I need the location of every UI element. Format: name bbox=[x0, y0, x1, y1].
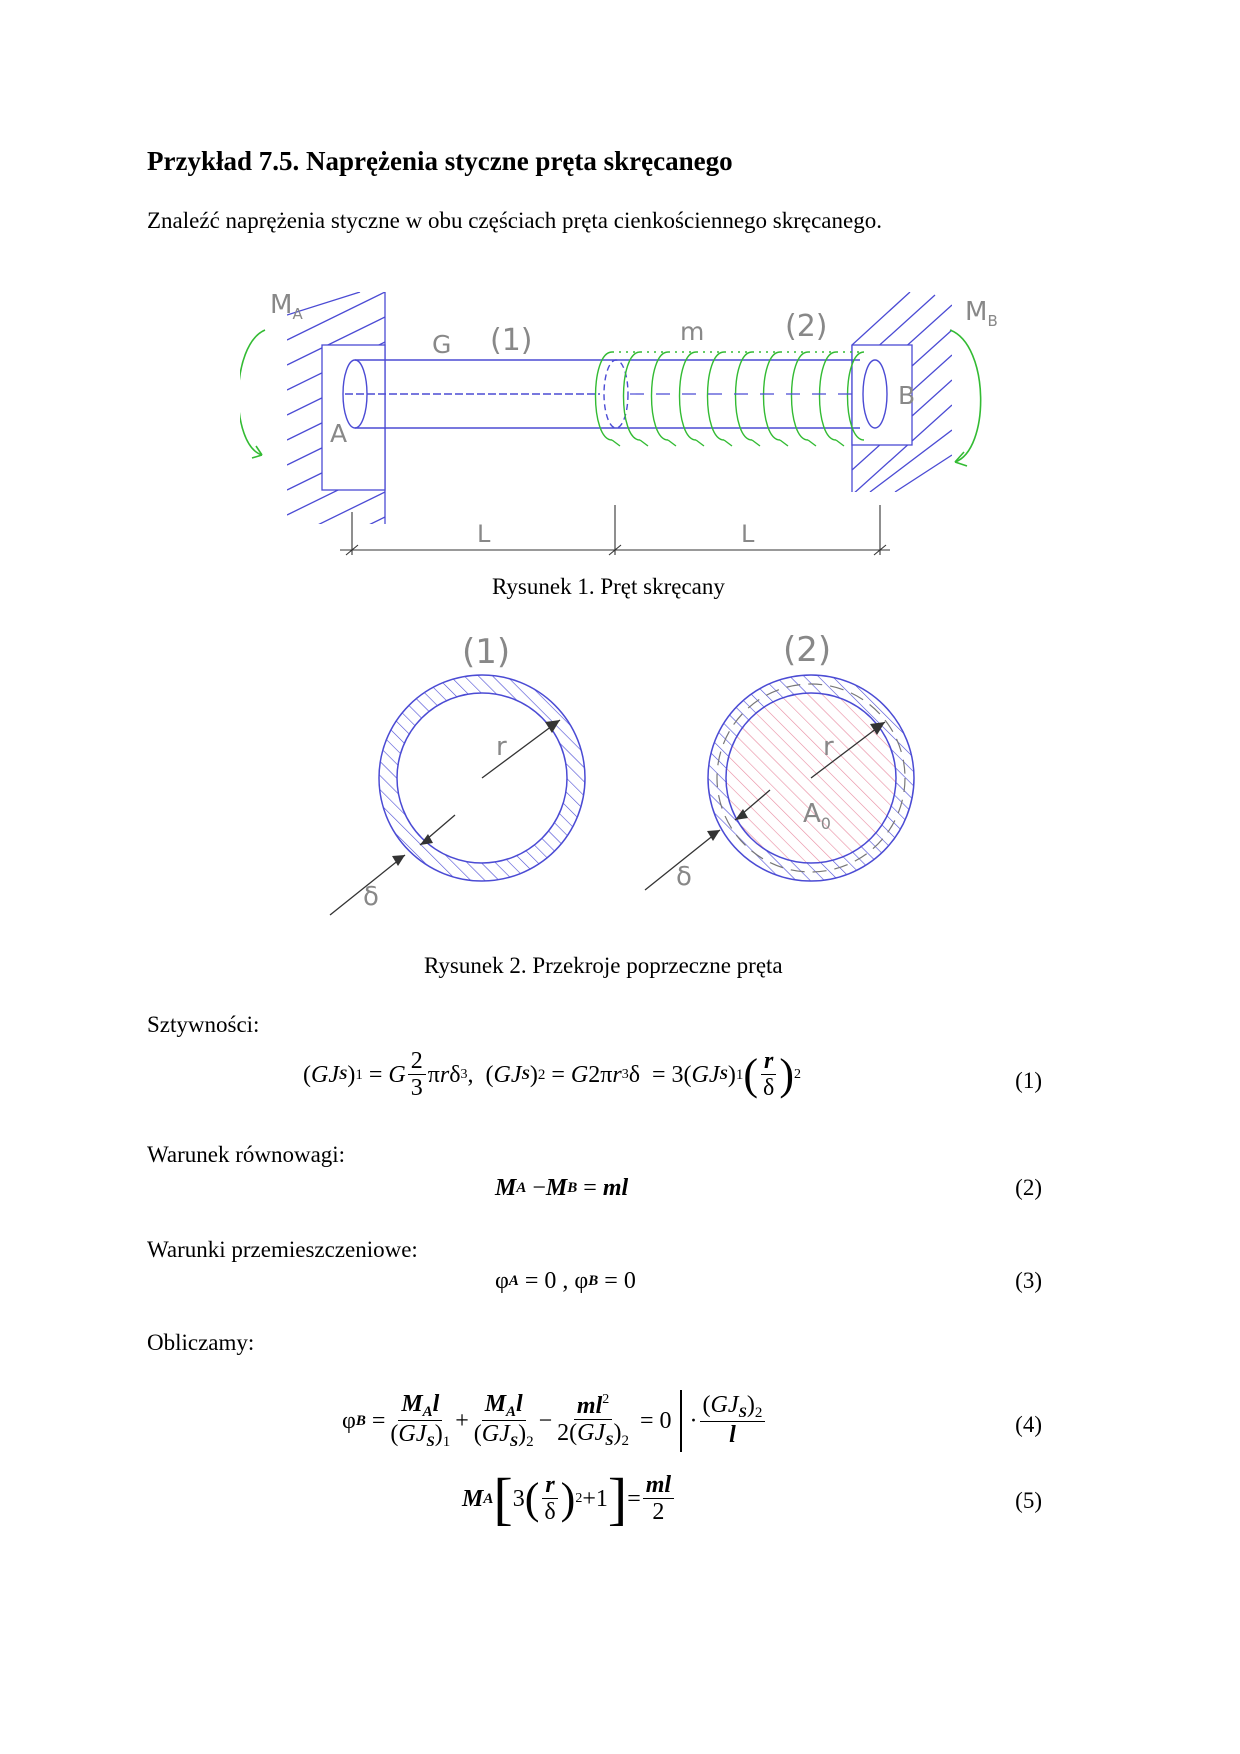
compute-label: Obliczamy: bbox=[147, 1330, 255, 1355]
bar-part-1 bbox=[343, 360, 887, 428]
equation-number-3: (3) bbox=[1015, 1268, 1042, 1293]
section-2-thin-walled bbox=[645, 670, 930, 890]
svg-text:B: B bbox=[898, 381, 916, 410]
figure-2-caption: Rysunek 2. Przekroje poprzeczne pręta bbox=[424, 953, 783, 978]
svg-text:(1): (1) bbox=[462, 632, 511, 672]
equation-3: φ A = 0 , φ B = 0 bbox=[495, 1268, 636, 1294]
svg-text:L: L bbox=[477, 520, 491, 548]
equation-5: M A [ 3 ( $\frac{r}{\delta}$ ) 2 +1 ] = $\frac{ml}{2}$ bbox=[462, 1470, 676, 1528]
svg-text:r: r bbox=[496, 732, 507, 762]
section-1-tube bbox=[330, 670, 600, 915]
svg-text:L: L bbox=[741, 520, 755, 548]
figure-2-cross-sections bbox=[320, 625, 940, 925]
page-title: Przykład 7.5. Naprężenia styczne pręta skręcanego bbox=[147, 146, 733, 176]
svg-text:(2): (2) bbox=[783, 630, 832, 670]
equation-number-2: (2) bbox=[1015, 1175, 1042, 1200]
equilibrium-label: Warunek równowagi: bbox=[147, 1142, 346, 1167]
svg-text:(2): (2) bbox=[785, 309, 828, 344]
svg-text:m: m bbox=[680, 317, 705, 346]
svg-text:r: r bbox=[823, 732, 834, 762]
figure-1-twisted-bar bbox=[240, 280, 1000, 570]
equation-1: ( GJ S ) 1 = G $\frac{2}{3}$ π r δ 3 , ( GJ S ) 2 = G 2π r 3 δ = 3( GJ S ) 1 ( $\frac{r}{\delta}$ ) 2 bbox=[303, 1048, 801, 1102]
svg-text:A0: $A_0$ bbox=[803, 799, 831, 833]
displacement-label: Warunki przemieszczeniowe: bbox=[147, 1237, 418, 1262]
svg-text:δ: δ bbox=[363, 882, 379, 912]
moment-mb-arrow bbox=[950, 330, 981, 466]
equation-number-5: (5) bbox=[1015, 1488, 1042, 1513]
distributed-moment-coils bbox=[596, 352, 865, 446]
svg-text:A: A bbox=[330, 419, 348, 448]
figure-1-caption: Rysunek 1. Pręt skręcany bbox=[492, 574, 725, 599]
svg-text:MB: $M_B$ bbox=[965, 297, 998, 330]
svg-text:MA: $M_A$ bbox=[270, 290, 303, 323]
intro-text: Znaleźć naprężenia styczne w obu częściach pręta cienkościennego skręcanego. bbox=[147, 208, 882, 233]
svg-text:G: G bbox=[432, 330, 452, 359]
svg-text:(1): (1) bbox=[490, 323, 533, 358]
equation-number-4: (4) bbox=[1015, 1412, 1042, 1437]
stiffness-label: Sztywności: bbox=[147, 1012, 260, 1037]
equation-4: φ B = $\frac{M_Al}{(GJ_S)_1}$ + $\frac{M_Al}{(GJ_S)_2}$ − $\frac{ml^2}{2(GJ_S)_2}$ = 0 · $\frac{(GJ_S)_2}{l}$ bbox=[342, 1390, 767, 1452]
svg-text:δ: δ bbox=[676, 862, 692, 892]
equation-number-1: (1) bbox=[1015, 1068, 1042, 1093]
equation-2: M A − M B = ml bbox=[495, 1175, 629, 1201]
dimension-lines bbox=[340, 505, 890, 555]
moment-ma-arrow bbox=[240, 330, 265, 458]
